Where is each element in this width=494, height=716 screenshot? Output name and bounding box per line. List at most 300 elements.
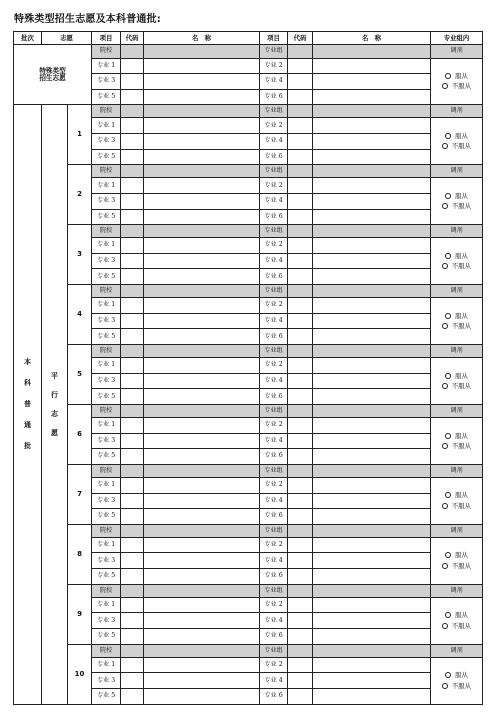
name-field-right[interactable]	[313, 433, 431, 449]
adjust-options	[431, 238, 483, 285]
code-field-right[interactable]	[288, 418, 313, 434]
special-line-2: 招生志愿	[39, 73, 66, 82]
code-field-right[interactable]	[288, 58, 313, 74]
undergrad-char: 科	[24, 379, 31, 388]
item-label-left: 专业 5	[92, 209, 121, 225]
name-field-left[interactable]	[144, 613, 260, 629]
code-field-right[interactable]	[288, 657, 313, 673]
name-field-left[interactable]	[144, 524, 260, 537]
name-field-right[interactable]	[313, 105, 431, 118]
item-label-right: 专业 4	[260, 253, 288, 269]
code-field-right[interactable]	[288, 89, 313, 105]
name-field-right[interactable]	[313, 537, 431, 553]
name-field-left[interactable]	[144, 584, 260, 597]
code-field-right[interactable]	[288, 358, 313, 374]
name-field-left[interactable]	[144, 657, 260, 673]
code-field-left[interactable]	[121, 524, 144, 537]
item-label-right: 专业 6	[260, 449, 288, 465]
code-field-right[interactable]	[288, 404, 313, 417]
radio-circle-icon[interactable]	[445, 133, 451, 139]
adjust-options	[431, 118, 483, 165]
name-field-right[interactable]	[313, 209, 431, 225]
volunteer-form-table	[13, 31, 483, 705]
undergrad-batch-label	[14, 105, 42, 705]
name-field-right[interactable]	[313, 373, 431, 389]
radio-circle-icon[interactable]	[442, 443, 448, 449]
radio-circle-icon[interactable]	[442, 323, 448, 329]
name-field-right[interactable]	[313, 118, 431, 134]
code-field-left[interactable]	[121, 105, 144, 118]
adjust-options	[431, 537, 483, 584]
radio-circle-icon[interactable]	[445, 313, 451, 319]
code-field-right[interactable]	[288, 449, 313, 465]
item-label-left: 专业 1	[92, 537, 121, 553]
radio-circle-icon[interactable]	[445, 492, 451, 498]
item-label-left: 专业 1	[92, 58, 121, 74]
adjust-options	[431, 657, 483, 704]
name-field-right[interactable]	[313, 464, 431, 477]
name-field-right[interactable]	[313, 477, 431, 493]
parallel-char: 志	[51, 409, 58, 418]
radio-circle-icon[interactable]	[442, 263, 448, 269]
code-field-left[interactable]	[121, 313, 144, 329]
code-field-left[interactable]	[121, 298, 144, 314]
name-field-left[interactable]	[144, 673, 260, 689]
radio-circle-icon[interactable]	[445, 253, 451, 259]
code-field-right[interactable]	[288, 493, 313, 509]
obey-option[interactable]: 服从	[431, 133, 482, 139]
item-label-right: 专业 6	[260, 389, 288, 405]
name-field-left[interactable]	[144, 225, 260, 238]
item-label-right: 专业组	[260, 105, 288, 118]
name-field-left[interactable]	[144, 433, 260, 449]
name-field-right[interactable]	[313, 644, 431, 657]
obey-option[interactable]: 服从	[431, 373, 482, 379]
code-field-left[interactable]	[121, 209, 144, 225]
code-field-right[interactable]	[288, 285, 313, 298]
item-label-left: 院校	[92, 404, 121, 417]
name-field-right[interactable]	[313, 89, 431, 105]
name-field-left[interactable]	[144, 165, 260, 178]
name-field-left[interactable]	[144, 285, 260, 298]
code-field-right[interactable]	[288, 74, 313, 90]
name-field-left[interactable]	[144, 358, 260, 374]
radio-circle-icon[interactable]	[445, 433, 451, 439]
name-field-left[interactable]	[144, 298, 260, 314]
code-field-right[interactable]	[288, 149, 313, 165]
code-field-left[interactable]	[121, 464, 144, 477]
header-code-2: 代码	[288, 32, 313, 45]
obey-option[interactable]: 服从	[431, 433, 482, 439]
name-field-left[interactable]	[144, 178, 260, 194]
name-field-left[interactable]	[144, 464, 260, 477]
code-field-left[interactable]	[121, 134, 144, 150]
name-field-right[interactable]	[313, 389, 431, 405]
code-field-left[interactable]	[121, 584, 144, 597]
code-field-right[interactable]	[288, 269, 313, 285]
undergrad-char: 批	[24, 442, 31, 451]
name-field-left[interactable]	[144, 569, 260, 585]
code-field-right[interactable]	[288, 464, 313, 477]
item-label-left: 专业 1	[92, 118, 121, 134]
item-label-right: 专业 2	[260, 597, 288, 613]
code-field-left[interactable]	[121, 165, 144, 178]
item-label-right: 专业组	[260, 464, 288, 477]
name-field-right[interactable]	[313, 629, 431, 645]
adjust-options	[431, 178, 483, 225]
code-field-left[interactable]	[121, 285, 144, 298]
item-label-right: 专业 6	[260, 688, 288, 704]
name-field-right[interactable]	[313, 74, 431, 90]
code-field-left[interactable]	[121, 89, 144, 105]
name-field-right[interactable]	[313, 58, 431, 74]
name-field-right[interactable]	[313, 329, 431, 345]
volunteer-number: 10	[68, 644, 92, 704]
name-field-right[interactable]	[313, 449, 431, 465]
code-field-left[interactable]	[121, 389, 144, 405]
volunteer-school-row	[14, 285, 483, 298]
not-obey-option[interactable]: 不服从	[431, 323, 482, 329]
code-field-left[interactable]	[121, 225, 144, 238]
adjust-label: 调剂	[431, 45, 483, 58]
not-obey-option[interactable]: 不服从	[431, 623, 482, 629]
code-field-right[interactable]	[288, 389, 313, 405]
radio-circle-icon[interactable]	[442, 683, 448, 689]
radio-circle-icon[interactable]	[445, 672, 451, 678]
name-field-right[interactable]	[313, 524, 431, 537]
code-field-right[interactable]	[288, 433, 313, 449]
name-field-right[interactable]	[313, 345, 431, 358]
name-field-right[interactable]	[313, 298, 431, 314]
item-label-right: 专业 6	[260, 509, 288, 525]
volunteer-number: 8	[68, 524, 92, 584]
item-label-right: 专业 6	[260, 149, 288, 165]
name-field-left[interactable]	[144, 509, 260, 525]
name-field-left[interactable]	[144, 418, 260, 434]
code-field-right[interactable]	[288, 584, 313, 597]
not-obey-option[interactable]: 不服从	[431, 83, 482, 89]
name-field-left[interactable]	[144, 58, 260, 74]
parallel-char: 行	[51, 390, 58, 399]
header-batch: 批次	[14, 32, 42, 45]
header-major-group: 专业组内	[431, 32, 483, 45]
code-field-right[interactable]	[288, 477, 313, 493]
item-label-right: 专业组	[260, 584, 288, 597]
item-label-left: 专业 3	[92, 313, 121, 329]
name-field-left[interactable]	[144, 477, 260, 493]
item-label-right: 专业 4	[260, 373, 288, 389]
code-field-right[interactable]	[288, 373, 313, 389]
obey-option[interactable]: 服从	[431, 672, 482, 678]
item-label-left: 专业 1	[92, 477, 121, 493]
code-field-left[interactable]	[121, 58, 144, 74]
radio-circle-icon[interactable]	[442, 503, 448, 509]
name-field-left[interactable]	[144, 553, 260, 569]
radio-circle-icon[interactable]	[442, 383, 448, 389]
name-field-right[interactable]	[313, 509, 431, 525]
header-name: 名 称	[144, 32, 260, 45]
name-field-left[interactable]	[144, 644, 260, 657]
code-field-left[interactable]	[121, 597, 144, 613]
item-label-right: 专业 2	[260, 58, 288, 74]
code-field-right[interactable]	[288, 644, 313, 657]
code-field-left[interactable]	[121, 553, 144, 569]
item-label-left: 专业 5	[92, 149, 121, 165]
code-field-right[interactable]	[288, 553, 313, 569]
adjust-label: 调剂	[431, 644, 483, 657]
code-field-right[interactable]	[288, 345, 313, 358]
code-field-left[interactable]	[121, 509, 144, 525]
name-field-right[interactable]	[313, 584, 431, 597]
name-field-right[interactable]	[313, 404, 431, 417]
name-field-right[interactable]	[313, 613, 431, 629]
item-label-right: 专业 4	[260, 313, 288, 329]
name-field-left[interactable]	[144, 629, 260, 645]
code-field-left[interactable]	[121, 449, 144, 465]
name-field-left[interactable]	[144, 105, 260, 118]
item-label-right: 专业 6	[260, 569, 288, 585]
code-field-left[interactable]	[121, 373, 144, 389]
code-field-right[interactable]	[288, 688, 313, 704]
item-label-left: 院校	[92, 285, 121, 298]
adjust-label: 调剂	[431, 524, 483, 537]
name-field-right[interactable]	[313, 358, 431, 374]
code-field-left[interactable]	[121, 657, 144, 673]
code-field-left[interactable]	[121, 493, 144, 509]
name-field-right[interactable]	[313, 193, 431, 209]
item-label-left: 专业 3	[92, 673, 121, 689]
item-label-left: 专业 3	[92, 553, 121, 569]
code-field-right[interactable]	[288, 134, 313, 150]
code-field-right[interactable]	[288, 178, 313, 194]
name-field-left[interactable]	[144, 537, 260, 553]
not-obey-option[interactable]: 不服从	[431, 683, 482, 689]
code-field-left[interactable]	[121, 193, 144, 209]
not-obey-option[interactable]: 不服从	[431, 443, 482, 449]
name-field-right[interactable]	[313, 238, 431, 254]
obey-option[interactable]: 服从	[431, 492, 482, 498]
volunteer-number: 4	[68, 285, 92, 345]
code-field-left[interactable]	[121, 688, 144, 704]
name-field-left[interactable]	[144, 373, 260, 389]
item-label-left: 院校	[92, 105, 121, 118]
obey-option[interactable]: 服从	[431, 612, 482, 618]
code-field-left[interactable]	[121, 253, 144, 269]
parallel-char: 平	[51, 371, 58, 380]
volunteer-school-row	[14, 345, 483, 358]
code-field-left[interactable]	[121, 118, 144, 134]
code-field-left[interactable]	[121, 477, 144, 493]
name-field-left[interactable]	[144, 389, 260, 405]
parallel-volunteer-label	[42, 105, 68, 705]
code-field-right[interactable]	[288, 569, 313, 585]
obey-option[interactable]: 服从	[431, 552, 482, 558]
name-field-left[interactable]	[144, 493, 260, 509]
radio-circle-icon[interactable]	[442, 143, 448, 149]
code-field-left[interactable]	[121, 74, 144, 90]
code-field-left[interactable]	[121, 537, 144, 553]
radio-circle-icon[interactable]	[442, 563, 448, 569]
name-field-left[interactable]	[144, 238, 260, 254]
name-field-right[interactable]	[313, 253, 431, 269]
name-field-right[interactable]	[313, 178, 431, 194]
code-field-right[interactable]	[288, 209, 313, 225]
code-field-right[interactable]	[288, 118, 313, 134]
item-label-right: 专业 2	[260, 418, 288, 434]
radio-circle-icon[interactable]	[445, 373, 451, 379]
name-field-left[interactable]	[144, 329, 260, 345]
code-field-right[interactable]	[288, 225, 313, 238]
code-field-right[interactable]	[288, 193, 313, 209]
name-field-right[interactable]	[313, 269, 431, 285]
name-field-left[interactable]	[144, 449, 260, 465]
obey-option[interactable]: 服从	[431, 193, 482, 199]
code-field-left[interactable]	[121, 404, 144, 417]
name-field-right[interactable]	[313, 688, 431, 704]
code-field-right[interactable]	[288, 629, 313, 645]
radio-circle-icon[interactable]	[445, 193, 451, 199]
name-field-left[interactable]	[144, 74, 260, 90]
item-label-left: 专业 1	[92, 597, 121, 613]
code-field-right[interactable]	[288, 673, 313, 689]
item-label-left: 专业 3	[92, 134, 121, 150]
volunteer-number: 6	[68, 404, 92, 464]
item-label-left: 院校	[92, 165, 121, 178]
not-obey-option[interactable]: 不服从	[431, 563, 482, 569]
name-field-right[interactable]	[313, 597, 431, 613]
name-field-left[interactable]	[144, 89, 260, 105]
name-field-right[interactable]	[313, 134, 431, 150]
name-field-left[interactable]	[144, 404, 260, 417]
name-field-right[interactable]	[313, 569, 431, 585]
name-field-left[interactable]	[144, 597, 260, 613]
volunteer-school-row	[14, 105, 483, 118]
item-label-left: 专业 5	[92, 509, 121, 525]
item-label-left: 专业 3	[92, 613, 121, 629]
item-label-right: 专业 6	[260, 329, 288, 345]
item-label-right: 专业组	[260, 345, 288, 358]
adjust-options	[431, 58, 483, 105]
item-label-right: 专业组	[260, 644, 288, 657]
code-field-left[interactable]	[121, 178, 144, 194]
item-label-left: 院校	[92, 225, 121, 238]
name-field-left[interactable]	[144, 688, 260, 704]
item-label-right: 专业 2	[260, 178, 288, 194]
code-field-right[interactable]	[288, 165, 313, 178]
obey-option[interactable]: 服从	[431, 313, 482, 319]
code-field-left[interactable]	[121, 569, 144, 585]
code-field-left[interactable]	[121, 433, 144, 449]
code-field-left[interactable]	[121, 269, 144, 285]
not-obey-option[interactable]: 不服从	[431, 143, 482, 149]
code-field-left[interactable]	[121, 418, 144, 434]
name-field-right[interactable]	[313, 418, 431, 434]
item-label-left: 专业 1	[92, 178, 121, 194]
special-type-label	[14, 45, 92, 105]
radio-circle-icon[interactable]	[442, 203, 448, 209]
name-field-left[interactable]	[144, 253, 260, 269]
name-field-right[interactable]	[313, 285, 431, 298]
code-field-left[interactable]	[121, 673, 144, 689]
name-field-left[interactable]	[144, 149, 260, 165]
name-field-left[interactable]	[144, 345, 260, 358]
name-field-right[interactable]	[313, 673, 431, 689]
radio-circle-icon[interactable]	[442, 83, 448, 89]
name-field-left[interactable]	[144, 313, 260, 329]
name-field-left[interactable]	[144, 269, 260, 285]
code-field-left[interactable]	[121, 329, 144, 345]
code-field-left[interactable]	[121, 238, 144, 254]
not-obey-option[interactable]: 不服从	[431, 203, 482, 209]
item-label-left: 院校	[92, 644, 121, 657]
item-label-right: 专业 6	[260, 209, 288, 225]
not-obey-option[interactable]: 不服从	[431, 263, 482, 269]
not-obey-option[interactable]: 不服从	[431, 383, 482, 389]
name-field-right[interactable]	[313, 313, 431, 329]
code-field-left[interactable]	[121, 45, 144, 58]
name-field-right[interactable]	[313, 165, 431, 178]
volunteer-school-row	[14, 404, 483, 417]
code-field-right[interactable]	[288, 298, 313, 314]
code-field-right[interactable]	[288, 524, 313, 537]
code-field-right[interactable]	[288, 329, 313, 345]
name-field-left[interactable]	[144, 118, 260, 134]
not-obey-option[interactable]: 不服从	[431, 503, 482, 509]
name-field-right[interactable]	[313, 657, 431, 673]
name-field-right[interactable]	[313, 225, 431, 238]
code-field-right[interactable]	[288, 313, 313, 329]
adjust-options	[431, 358, 483, 405]
obey-option[interactable]: 服从	[431, 253, 482, 259]
item-label-left: 专业 1	[92, 418, 121, 434]
name-field-right[interactable]	[313, 553, 431, 569]
name-field-left[interactable]	[144, 209, 260, 225]
name-field-left[interactable]	[144, 134, 260, 150]
code-field-left[interactable]	[121, 345, 144, 358]
code-field-left[interactable]	[121, 644, 144, 657]
obey-option[interactable]: 服从	[431, 73, 482, 79]
code-field-left[interactable]	[121, 629, 144, 645]
code-field-left[interactable]	[121, 149, 144, 165]
code-field-left[interactable]	[121, 613, 144, 629]
adjust-label: 调剂	[431, 464, 483, 477]
item-label-right: 专业组	[260, 45, 288, 58]
radio-circle-icon[interactable]	[445, 73, 451, 79]
item-label-left: 院校	[92, 524, 121, 537]
name-field-right[interactable]	[313, 45, 431, 58]
radio-circle-icon[interactable]	[442, 623, 448, 629]
code-field-right[interactable]	[288, 537, 313, 553]
name-field-left[interactable]	[144, 193, 260, 209]
name-field-right[interactable]	[313, 493, 431, 509]
code-field-left[interactable]	[121, 358, 144, 374]
code-field-right[interactable]	[288, 238, 313, 254]
adjust-label: 调剂	[431, 584, 483, 597]
radio-circle-icon[interactable]	[445, 552, 451, 558]
adjust-options	[431, 298, 483, 345]
code-field-right[interactable]	[288, 45, 313, 58]
name-field-right[interactable]	[313, 149, 431, 165]
item-label-left: 专业 1	[92, 358, 121, 374]
code-field-right[interactable]	[288, 613, 313, 629]
code-field-right[interactable]	[288, 509, 313, 525]
code-field-right[interactable]	[288, 253, 313, 269]
item-label-right: 专业 4	[260, 553, 288, 569]
code-field-right[interactable]	[288, 597, 313, 613]
radio-circle-icon[interactable]	[445, 612, 451, 618]
code-field-right[interactable]	[288, 105, 313, 118]
name-field-left[interactable]	[144, 45, 260, 58]
